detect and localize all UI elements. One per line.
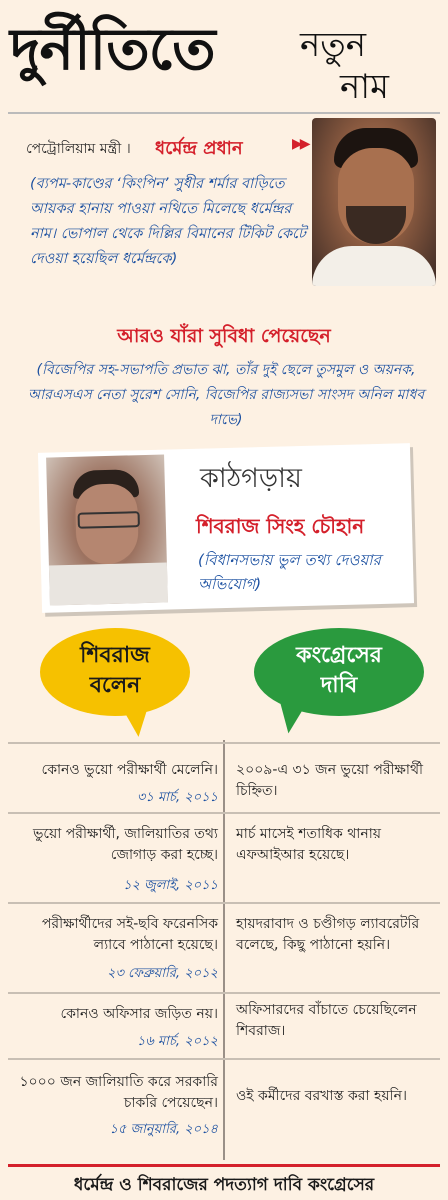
title-divider [8,112,440,114]
accused-name: শিবরাজ সিংহ চৌহান [196,514,365,538]
minister-detail: (ব্যপম-কাণ্ডের ‘কিংপিন’ সুধীর শর্মার বাড়িতে আয়কর হানায় পাওয়া নথিতে মিলেছে ধর্মেন্দ্রর নাম। ভোপাল থেকে দিল্লির বিমানের টিকিট কেটে দেওয়া হয়েছিল ধর্মেন্দ্রকে) [30,176,306,267]
shivraj-claim: পরীক্ষার্থীদের সই-ছবি ফরেনসিক ল্যাবে পাঠানো হয়েছে। [41,916,218,953]
claim-date: ২৩ ফেব্রুয়ারি, ২০১২ [107,966,218,981]
row-separator [8,742,440,744]
claim-date: ১৬ মার্চ, ২০১২ [136,1034,218,1049]
shivraj-claim: কোনও ভুয়ো পরীক্ষার্থী মেলেনি। [41,762,218,778]
dock-label: কাঠগড়ায় [200,463,302,494]
accused-photo [46,454,168,605]
minister-role: পেট্রোলিয়াম মন্ত্রী । [26,141,131,157]
claim-date: ৩১ মার্চ, ২০১১ [136,790,218,805]
minister-name: ধর্মেন্দ্র প্রধান [155,138,243,159]
congress-claim-bubble [254,628,424,716]
others-detail: (বিজেপির সহ-সভাপতি প্রভাত ঝা, তাঁর দুই ছেলে তুসমুল ও অয়নক, আরএসএস নেতা সুরেশ সোনি, বিজেপির রাজ্যসভা সাংসদ অনিল মাধব দাভে) [27,362,425,428]
shivraj-claim: কোনও অফিসার জড়িত নয়। [60,1006,218,1022]
row-separator [8,812,440,814]
double-arrow-icon: ▶▶ [292,136,308,152]
row-separator [8,1058,440,1060]
bubble-right-line1: কংগ্রেসের [296,643,382,668]
claim-date: ১২ জুলাই, ২০১১ [123,878,218,893]
footer-divider [8,1164,440,1167]
footer-headline: ধর্মেন্দ্র ও শিবরাজের পদত্যাগ দাবি কংগ্রেসের [73,1175,375,1195]
congress-claim: অফিসারদের বাঁচাতে চেয়েছিলেন শিবরাজ। [236,1002,417,1039]
congress-claim: ২০০৯-এ ৩১ জন ভুয়ো পরীক্ষার্থী চিহ্নিত। [236,762,424,799]
congress-claim: ওই কর্মীদের বরখাস্ত করা হয়নি। [236,1088,407,1104]
column-divider [223,740,225,1160]
shivraj-says-bubble [40,628,190,716]
bubble-left-line2: বলেন [89,673,141,698]
row-separator [8,992,440,994]
headline-small-1: নতুন [300,25,367,65]
shivraj-claim: ১০০০ জন জালিয়াতি করে সরকারি চাকরি পেয়েছেন। [19,1074,218,1111]
headline-small-2: নাম [340,67,390,107]
others-heading: আরও যাঁরা সুবিধা পেয়েছেন [117,325,331,347]
minister-photo [312,118,436,286]
congress-claim: মার্চ মাসেই শতাধিক থানায় এফআইআর হয়েছে। [236,826,382,863]
bubble-left-line1: শিবরাজ [80,643,150,668]
bubble-right-line2: দাবি [320,673,358,698]
shivraj-claim: ভুয়ো পরীক্ষার্থী, জালিয়াতির তথ্য জোগাড় করা হচ্ছে। [32,826,218,863]
claim-date: ১৫ জানুয়ারি, ২০১৪ [109,1122,218,1137]
congress-claim: হায়দরাবাদ ও চণ্ডীগড় ল্যাবরেটরি বলেছে, কিছু পাঠানো হয়নি। [236,916,420,953]
headline-main: দুর্নীতিতে [10,15,215,83]
accused-charge: (বিধানসভায় ভুল তথ্য দেওয়ার অভিযোগ) [198,551,381,593]
row-separator [8,902,440,904]
